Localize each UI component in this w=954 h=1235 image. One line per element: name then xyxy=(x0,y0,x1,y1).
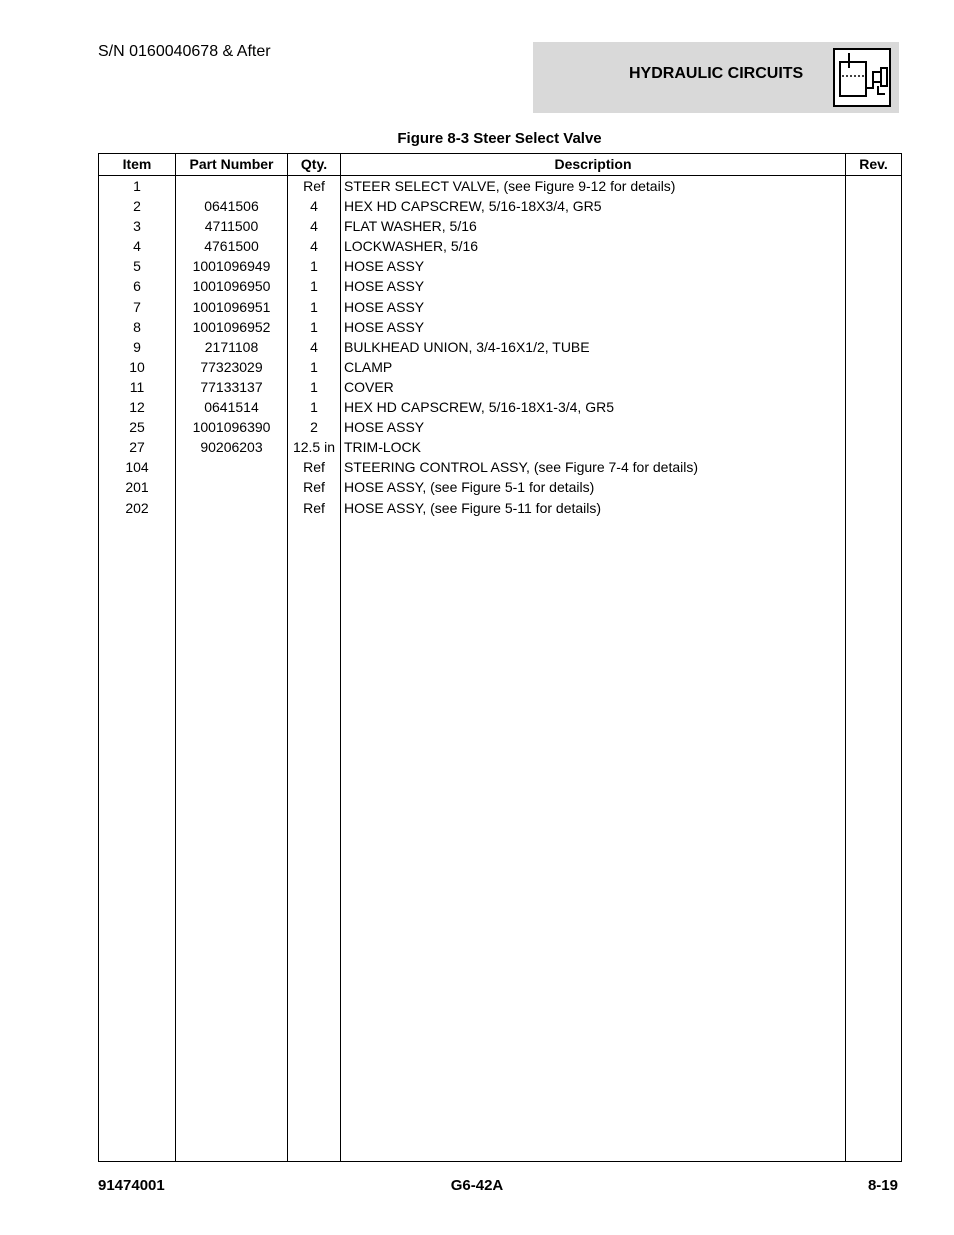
description-cell: LOCKWASHER, 5/16 xyxy=(344,238,479,255)
description-cell: FLAT WASHER, 5/16 xyxy=(344,218,477,235)
description-cell: HOSE ASSY xyxy=(344,258,425,275)
qty-cell: 4 xyxy=(310,198,318,215)
qty-cell: 1 xyxy=(310,258,318,275)
item-cell: 9 xyxy=(133,338,141,355)
description-cell: HOSE ASSY xyxy=(344,298,425,315)
part-number-cell: 1001096390 xyxy=(192,419,271,436)
item-cell: 2 xyxy=(133,198,141,215)
item-cell: 10 xyxy=(129,358,145,375)
item-cell: 201 xyxy=(125,479,149,496)
description-cell: HOSE ASSY xyxy=(344,419,425,436)
part-number-cell: 77133137 xyxy=(200,378,263,395)
qty-cell: 1 xyxy=(310,378,318,395)
description-cell: STEERING CONTROL ASSY, (see Figure 7-4 for details) xyxy=(344,459,699,476)
col-item-header: Item xyxy=(122,156,152,172)
table-row xyxy=(99,276,901,296)
table-row xyxy=(99,216,901,236)
hydraulic-tank-icon xyxy=(833,48,891,107)
item-cell: 7 xyxy=(133,298,141,315)
description-cell: HOSE ASSY, (see Figure 5-1 for details) xyxy=(344,479,595,496)
qty-cell: 12.5 in xyxy=(292,439,336,456)
table-row xyxy=(99,397,901,417)
part-number-cell: 1001096951 xyxy=(192,298,271,315)
footer-document-number: 91474001 xyxy=(98,1177,165,1194)
figure-title: Figure 8-3 Steer Select Valve xyxy=(397,130,602,147)
qty-cell: Ref xyxy=(303,178,325,194)
qty-cell: Ref xyxy=(303,499,325,516)
section-title: HYDRAULIC CIRCUITS xyxy=(629,65,804,82)
table-row xyxy=(99,297,901,317)
item-cell: 4 xyxy=(133,238,141,255)
qty-cell: 1 xyxy=(310,298,318,315)
part-number-cell: 4711500 xyxy=(204,218,259,235)
item-cell: 202 xyxy=(125,499,149,516)
col-part-number-header: Part Number xyxy=(189,156,274,172)
table-row xyxy=(99,357,901,377)
table-row xyxy=(99,337,901,357)
description-cell: TRIM-LOCK xyxy=(344,439,421,456)
qty-cell: 1 xyxy=(310,318,318,335)
parts-table xyxy=(98,153,902,1162)
item-cell: 5 xyxy=(133,258,141,275)
col-rev-header: Rev. xyxy=(859,156,888,172)
item-cell: 6 xyxy=(133,278,141,295)
table-row xyxy=(99,437,901,457)
description-cell: HOSE ASSY, (see Figure 5-11 for details) xyxy=(344,499,602,516)
item-cell: 25 xyxy=(129,419,145,436)
description-cell: CLAMP xyxy=(344,358,393,375)
table-row xyxy=(99,317,901,337)
item-cell: 8 xyxy=(133,318,141,335)
col-description-header: Description xyxy=(554,156,632,172)
qty-cell: 1 xyxy=(310,399,318,416)
part-number-cell: 4761500 xyxy=(204,238,259,255)
footer-model: G6-42A xyxy=(450,1177,504,1194)
table-row xyxy=(99,377,901,397)
col-qty-header: Qty. xyxy=(300,156,328,172)
part-number-cell: 1001096950 xyxy=(192,278,271,295)
qty-cell: 1 xyxy=(310,278,318,295)
qty-cell: 4 xyxy=(310,338,318,355)
qty-cell: Ref xyxy=(303,459,325,476)
table-row xyxy=(99,196,901,216)
qty-cell: Ref xyxy=(303,479,325,496)
qty-cell: 2 xyxy=(310,419,318,436)
description-cell: HOSE ASSY xyxy=(344,318,425,335)
description-cell: BULKHEAD UNION, 3/4-16X1/2, TUBE xyxy=(344,338,590,355)
description-cell: HOSE ASSY xyxy=(344,278,425,295)
serial-number: S/N 0160040678 & After xyxy=(98,43,271,60)
item-cell: 104 xyxy=(125,459,149,476)
table-row xyxy=(99,176,901,196)
description-cell: COVER xyxy=(344,378,394,395)
qty-cell: 4 xyxy=(310,238,318,255)
table-row xyxy=(99,417,901,437)
item-cell: 27 xyxy=(129,439,145,456)
table-body xyxy=(99,176,901,518)
part-number-cell: 2171108 xyxy=(204,338,259,355)
table-row xyxy=(99,256,901,276)
description-cell: HEX HD CAPSCREW, 5/16-18X3/4, GR5 xyxy=(344,198,602,215)
item-cell: 11 xyxy=(129,378,145,395)
qty-cell: 4 xyxy=(310,218,318,235)
part-number-cell: 77323029 xyxy=(200,358,263,375)
part-number-cell: 0641514 xyxy=(204,399,259,416)
part-number-cell: 90206203 xyxy=(200,439,263,456)
part-number-cell: 1001096949 xyxy=(192,258,271,275)
item-cell: 3 xyxy=(133,218,141,235)
description-cell: STEER SELECT VALVE, (see Figure 9-12 for details) xyxy=(344,178,676,194)
footer-page-number: 8-19 xyxy=(867,1177,898,1194)
table-row xyxy=(99,498,901,518)
table-row xyxy=(99,477,901,497)
table-row xyxy=(99,236,901,256)
part-number-cell: 0641506 xyxy=(204,198,259,215)
description-cell: HEX HD CAPSCREW, 5/16-18X1-3/4, GR5 xyxy=(344,399,614,416)
section-header xyxy=(533,42,899,113)
part-number-cell: 1001096952 xyxy=(192,318,271,335)
item-cell: 12 xyxy=(129,399,145,416)
qty-cell: 1 xyxy=(310,358,318,375)
table-header xyxy=(99,154,901,175)
table-row xyxy=(99,457,901,477)
item-cell: 1 xyxy=(133,178,141,194)
